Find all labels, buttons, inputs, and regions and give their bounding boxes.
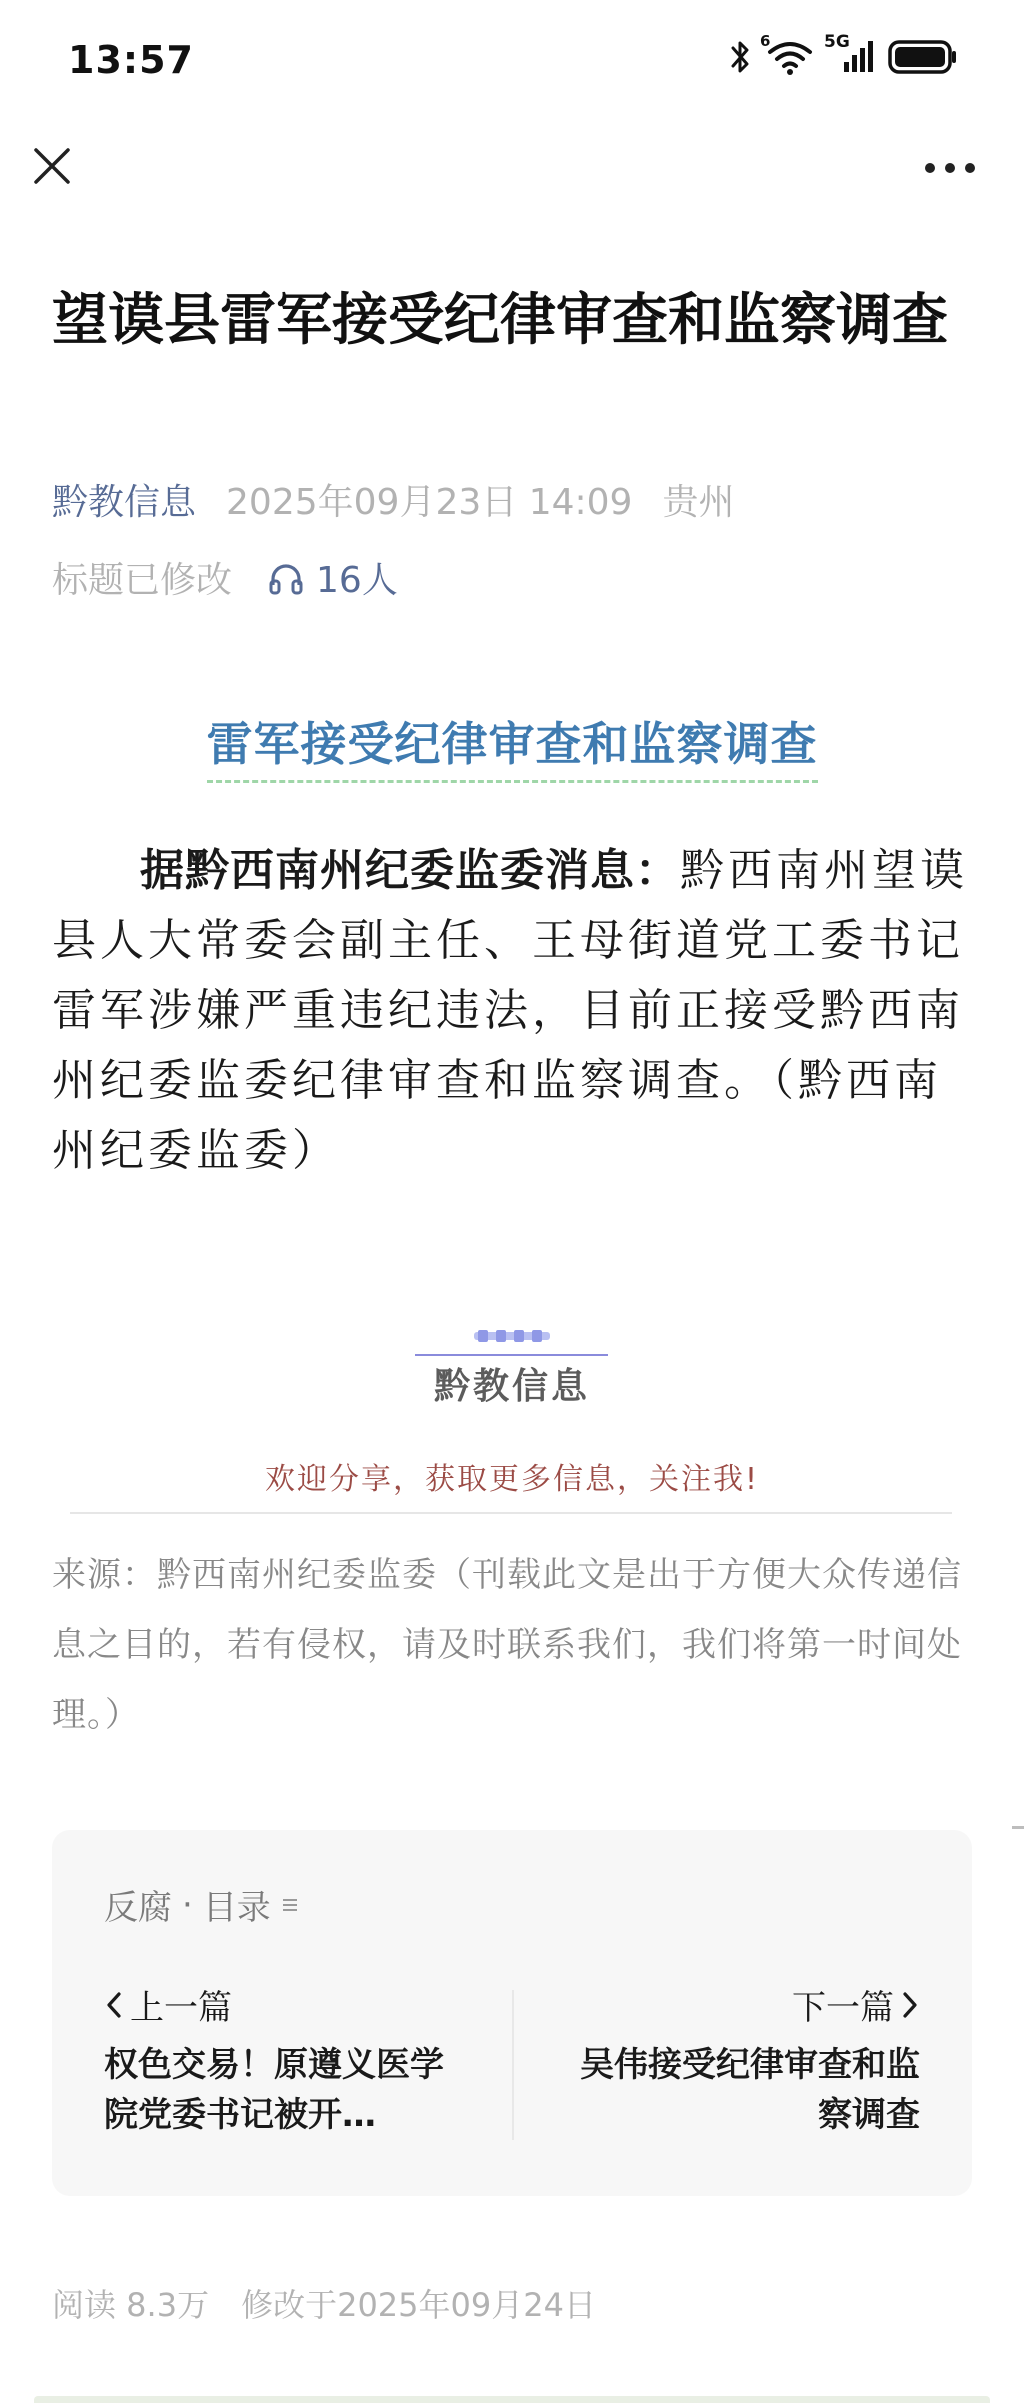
- collection-name: 反腐: [104, 1888, 172, 1928]
- scroll-edge-mark: [1012, 1826, 1024, 1829]
- read-count: 阅读 8.3万: [52, 2286, 210, 2324]
- modified-date: 修改于2025年09月24日: [241, 2286, 596, 2324]
- welcome-text: 欢迎分享，获取更多信息，关注我!: [264, 1462, 760, 1497]
- chevron-left-icon: [104, 1990, 124, 2020]
- list-icon: [281, 1896, 299, 1914]
- close-button[interactable]: [28, 142, 76, 190]
- cellular-signal-icon: [824, 32, 874, 76]
- headphones-icon: [268, 561, 304, 595]
- more-dots-icon: [920, 150, 980, 186]
- next-article-title[interactable]: 吴伟接受纪律审查和监察调查: [580, 2045, 920, 2135]
- next-article-label: 下一篇: [792, 1988, 894, 2028]
- collection-separator: ·: [182, 1884, 193, 1925]
- chevron-right-icon: [900, 1990, 920, 2020]
- wifi-icon: [760, 32, 814, 76]
- source-text: 来源：黔西南州纪委监委（刊载此文是出于方便大众传递信息之目的，若有侵权，请及时联系我们，我们将第一时间处理。）: [52, 1555, 962, 1735]
- listen-button[interactable]: [268, 552, 398, 603]
- article-meta: [52, 474, 734, 525]
- account-name-link[interactable]: 黔教信息: [52, 482, 197, 523]
- status-time: 13:57: [68, 38, 194, 82]
- close-icon: [28, 142, 76, 190]
- prev-article-label: 上一篇: [130, 1988, 232, 2028]
- publish-location: 贵州: [662, 482, 735, 523]
- article-title: 望谟县雷军接受纪律审查和监察调查: [52, 288, 948, 353]
- status-icons: [730, 32, 958, 76]
- next-article-button[interactable]: [792, 1980, 920, 2029]
- prev-article-button[interactable]: [104, 1980, 232, 2029]
- title-modified-note: 标题已修改: [52, 560, 233, 601]
- signature-underline: [415, 1354, 608, 1356]
- bluetooth-icon: [730, 38, 752, 76]
- sub-heading-text: 雷军接受纪律审查和监察调查: [207, 708, 818, 783]
- article-paragraph: [52, 836, 972, 1186]
- publish-time: 2025年09月23日 14:09: [226, 482, 633, 523]
- signature-name: 黔教信息: [433, 1366, 590, 1407]
- battery-icon: [888, 39, 958, 75]
- signature-decoration-icon: [474, 1328, 550, 1344]
- collection-header[interactable]: [104, 1880, 299, 1929]
- divider: [70, 1512, 952, 1514]
- body-text: 黔西南州望谟县人大常委会副主任、王母街道党工委书记雷军涉嫌严重违纪违法，目前正接受黔西南州纪委监委纪律审查和监察调查。（黔西南州纪委监委）: [52, 845, 968, 1176]
- bottom-bar-edge: [34, 2396, 990, 2403]
- more-options-button[interactable]: [920, 150, 980, 186]
- read-stats: [52, 2280, 596, 2326]
- lead-bold-text: 据黔西南州纪委监委消息：: [140, 845, 680, 896]
- article-meta-secondary: [52, 552, 398, 603]
- prev-article-title[interactable]: 权色交易！原遵义医学院党委书记被开…: [104, 2045, 444, 2135]
- sub-heading: [0, 708, 1024, 783]
- catalog-label: 目录: [202, 1888, 271, 1928]
- wifi-badge: 6: [760, 32, 771, 50]
- card-divider: [512, 1990, 514, 2140]
- network-type-label: 5G: [824, 32, 850, 52]
- listener-count: 16人: [316, 560, 398, 601]
